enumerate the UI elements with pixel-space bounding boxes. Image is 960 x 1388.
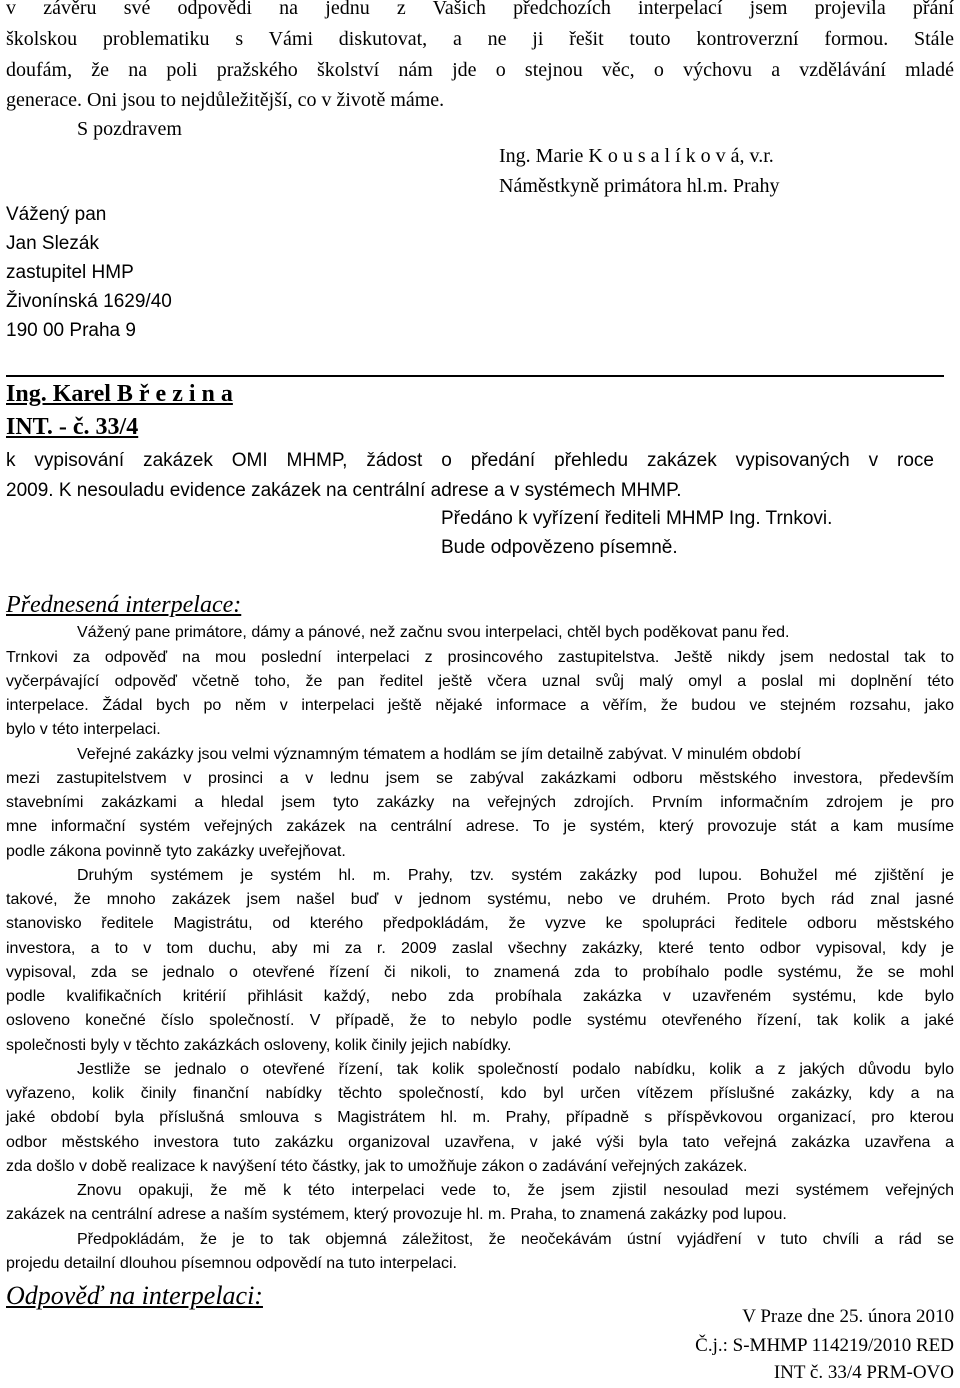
- interpelace-line: Znovu opakuji, že mě k této interpelaci vede to, že jsem zjistil nesoulad mezi systémem veřejných: [77, 1182, 954, 1199]
- signature-title: Náměstkyně primátora hl.m. Prahy: [499, 175, 780, 197]
- interpelace-line: Druhým systémem je systém hl. m. Prahy, tzv. systém zakázky pod lupou. Bohužel mé zjištění je: [77, 867, 954, 884]
- interpelace-line: Veřejné zakázky jsou velmi významným tématem a hodlám se jím detailně zabývat. V minulém období: [77, 746, 801, 763]
- addressee-line: Vážený pan: [6, 204, 107, 225]
- interpelace-line: podle kvalifikačních kritérií přihlásit každý, nebo zda probíhala zakázka v uzavřeném systému, kde bylo: [6, 988, 954, 1005]
- interpelace-line: zda došlo v době realizace k navýšení této částky, jak to umožňuje zákon o zadávání veřejných zakázek.: [6, 1158, 748, 1175]
- interpelace-heading: Přednesená interpelace:: [6, 592, 242, 618]
- item-subject-line: k vypisování zakázek OMI MHMP, žádost o předání přehledu zakázek vypisovaných v roce: [6, 450, 934, 471]
- item-status-line: Bude odpovězeno písemně.: [441, 537, 678, 558]
- intro-line: v závěru své odpovědi na jednu z Vašich předchozích interpelací jsem projevila přání: [6, 0, 954, 19]
- odpoved-int: INT č. 33/4 PRM-OVO: [773, 1362, 954, 1383]
- intro-line: školskou problematiku s Vámi diskutovat, a ne ji řešit touto kontroverzní formou. Stále: [6, 28, 954, 50]
- interpelace-line: osloveno konečné číslo společností. V případě, že to nebylo podle systému otevřeného řízení, tak kolik a jaké: [6, 1012, 954, 1029]
- interpelace-line: bylo v této interpelaci.: [6, 721, 161, 738]
- interpelace-line: projedu detailní dlouhou písemnou odpovědí na tuto interpelaci.: [6, 1255, 457, 1272]
- odpoved-ref: Č.j.: S-MHMP 114219/2010 RED: [695, 1335, 954, 1356]
- odpoved-date: V Praze dne 25. února 2010: [742, 1306, 954, 1327]
- greeting: S pozdravem: [77, 118, 182, 140]
- addressee-line: Živonínská 1629/40: [6, 291, 172, 312]
- interpelace-line: interpelace. Žádal bych po něm v interpelaci ještě nějaké informace a věřím, že budou ve stejném rozsahu, jako: [6, 697, 954, 714]
- interpelace-line: stavebními zakázkami a hledal jsem tyto zakázky na veřejných zdrojích. Prvním informačním zdrojem je pro: [6, 794, 954, 811]
- interpelace-line: Předpokládám, že je to tak objemná záležitost, že neočekávám ústní vyjádření v tuto chvíli a rád se: [77, 1231, 954, 1248]
- interpelace-line: odbor městského investora tuto zakázku organizoval uzavřena, v jaké výši byla tato veřejná zakázka uzavřena a: [6, 1134, 954, 1151]
- intro-line: doufám, že na poli pražského školství nám jde o stejnou věc, o výchovu a vzdělávání mladé: [6, 59, 954, 81]
- odpoved-heading: Odpověď na interpelaci:: [6, 1281, 263, 1310]
- interpelace-line: mne informační systém veřejných zakázek na centrální adrese. To je systém, který provozuje stát a kam musíme: [6, 818, 954, 835]
- intro-line: generace. Oni jsou to nejdůležitější, co v životě máme.: [6, 89, 445, 111]
- interpelace-line: jaké období byla příslušná smlouva s Magistrátem hl. m. Prahy, případně s příspěvkovou organizací, pro kterou: [6, 1109, 954, 1126]
- interpelace-line: vypisoval, zda se jednalo o otevřené řízení či nikoli, to znamená zda to probíhalo podle systému, že se mohl: [6, 964, 954, 981]
- interpelace-line: Jestliže se jednalo o otevřené řízení, tak kolik společností podalo nabídku, kolik a z jakých důvodu bylo: [77, 1061, 954, 1078]
- item-author: Ing. Karel B ř e z i n a: [6, 381, 233, 407]
- signature-name: Ing. Marie K o u s a l í k o v á, v.r.: [499, 145, 774, 167]
- interpelace-line: zakázek na centrální adrese a naším systémem, který provozuje hl. m. Praha, to znamená zakázky pod lupou.: [6, 1206, 787, 1223]
- addressee-line: Jan Slezák: [6, 233, 99, 254]
- interpelace-line: takové, že mnoho zakázek jsem našel buď v jednom systému, nebo ve druhém. Proto bych rád znal jasné: [6, 891, 954, 908]
- separator-line: [6, 375, 944, 377]
- interpelace-line: společnosti byly v těchto zakázkách osloveny, kolik činily jejich nabídky.: [6, 1037, 512, 1054]
- interpelace-line: podle zákona povinně tyto zakázky uveřejňovat.: [6, 843, 346, 860]
- addressee-line: 190 00 Praha 9: [6, 320, 136, 341]
- interpelace-line: vyčerpávající odpověď včetně toho, že pan ředitel ještě včera uznal svůj malý omyl a poslal mi doplnění této: [6, 673, 954, 690]
- interpelace-line: Trnkovi za odpověď na mou poslední interpelaci z prosincového zastupitelstva. Ještě nikdy jsem nedostal tak to: [6, 649, 954, 666]
- item-subject-line: 2009. K nesouladu evidence zakázek na centrální adrese a v systémech MHMP.: [6, 480, 682, 501]
- interpelace-line: investora, a to v tom duchu, aby mi za r. 2009 zaslal všechny zakázky, které tento odbor vypisoval, kdy je: [6, 940, 954, 957]
- item-status-line: Předáno k vyřízení řediteli MHMP Ing. Trnkovi.: [441, 508, 833, 529]
- interpelace-line: stanovisko ředitele Magistrátu, od kterého předpokládám, že vyzve ke spolupráci ředitele odboru městského: [6, 915, 954, 932]
- interpelace-line: Vážený pane primátore, dámy a pánové, než začnu svou interpelaci, chtěl bych poděkovat panu řed.: [77, 624, 790, 641]
- addressee-line: zastupitel HMP: [6, 262, 134, 283]
- item-number: INT. - č. 33/4: [6, 414, 139, 440]
- interpelace-line: vyřazeno, kolik činily finanční nabídky těchto společností, kdo byl určen vítězem příslušné zakázky, kdy a na: [6, 1085, 954, 1102]
- interpelace-line: mezi zastupitelstvem v prosinci a v lednu jsem se zabýval zakázkami odboru městského investora, především: [6, 770, 954, 787]
